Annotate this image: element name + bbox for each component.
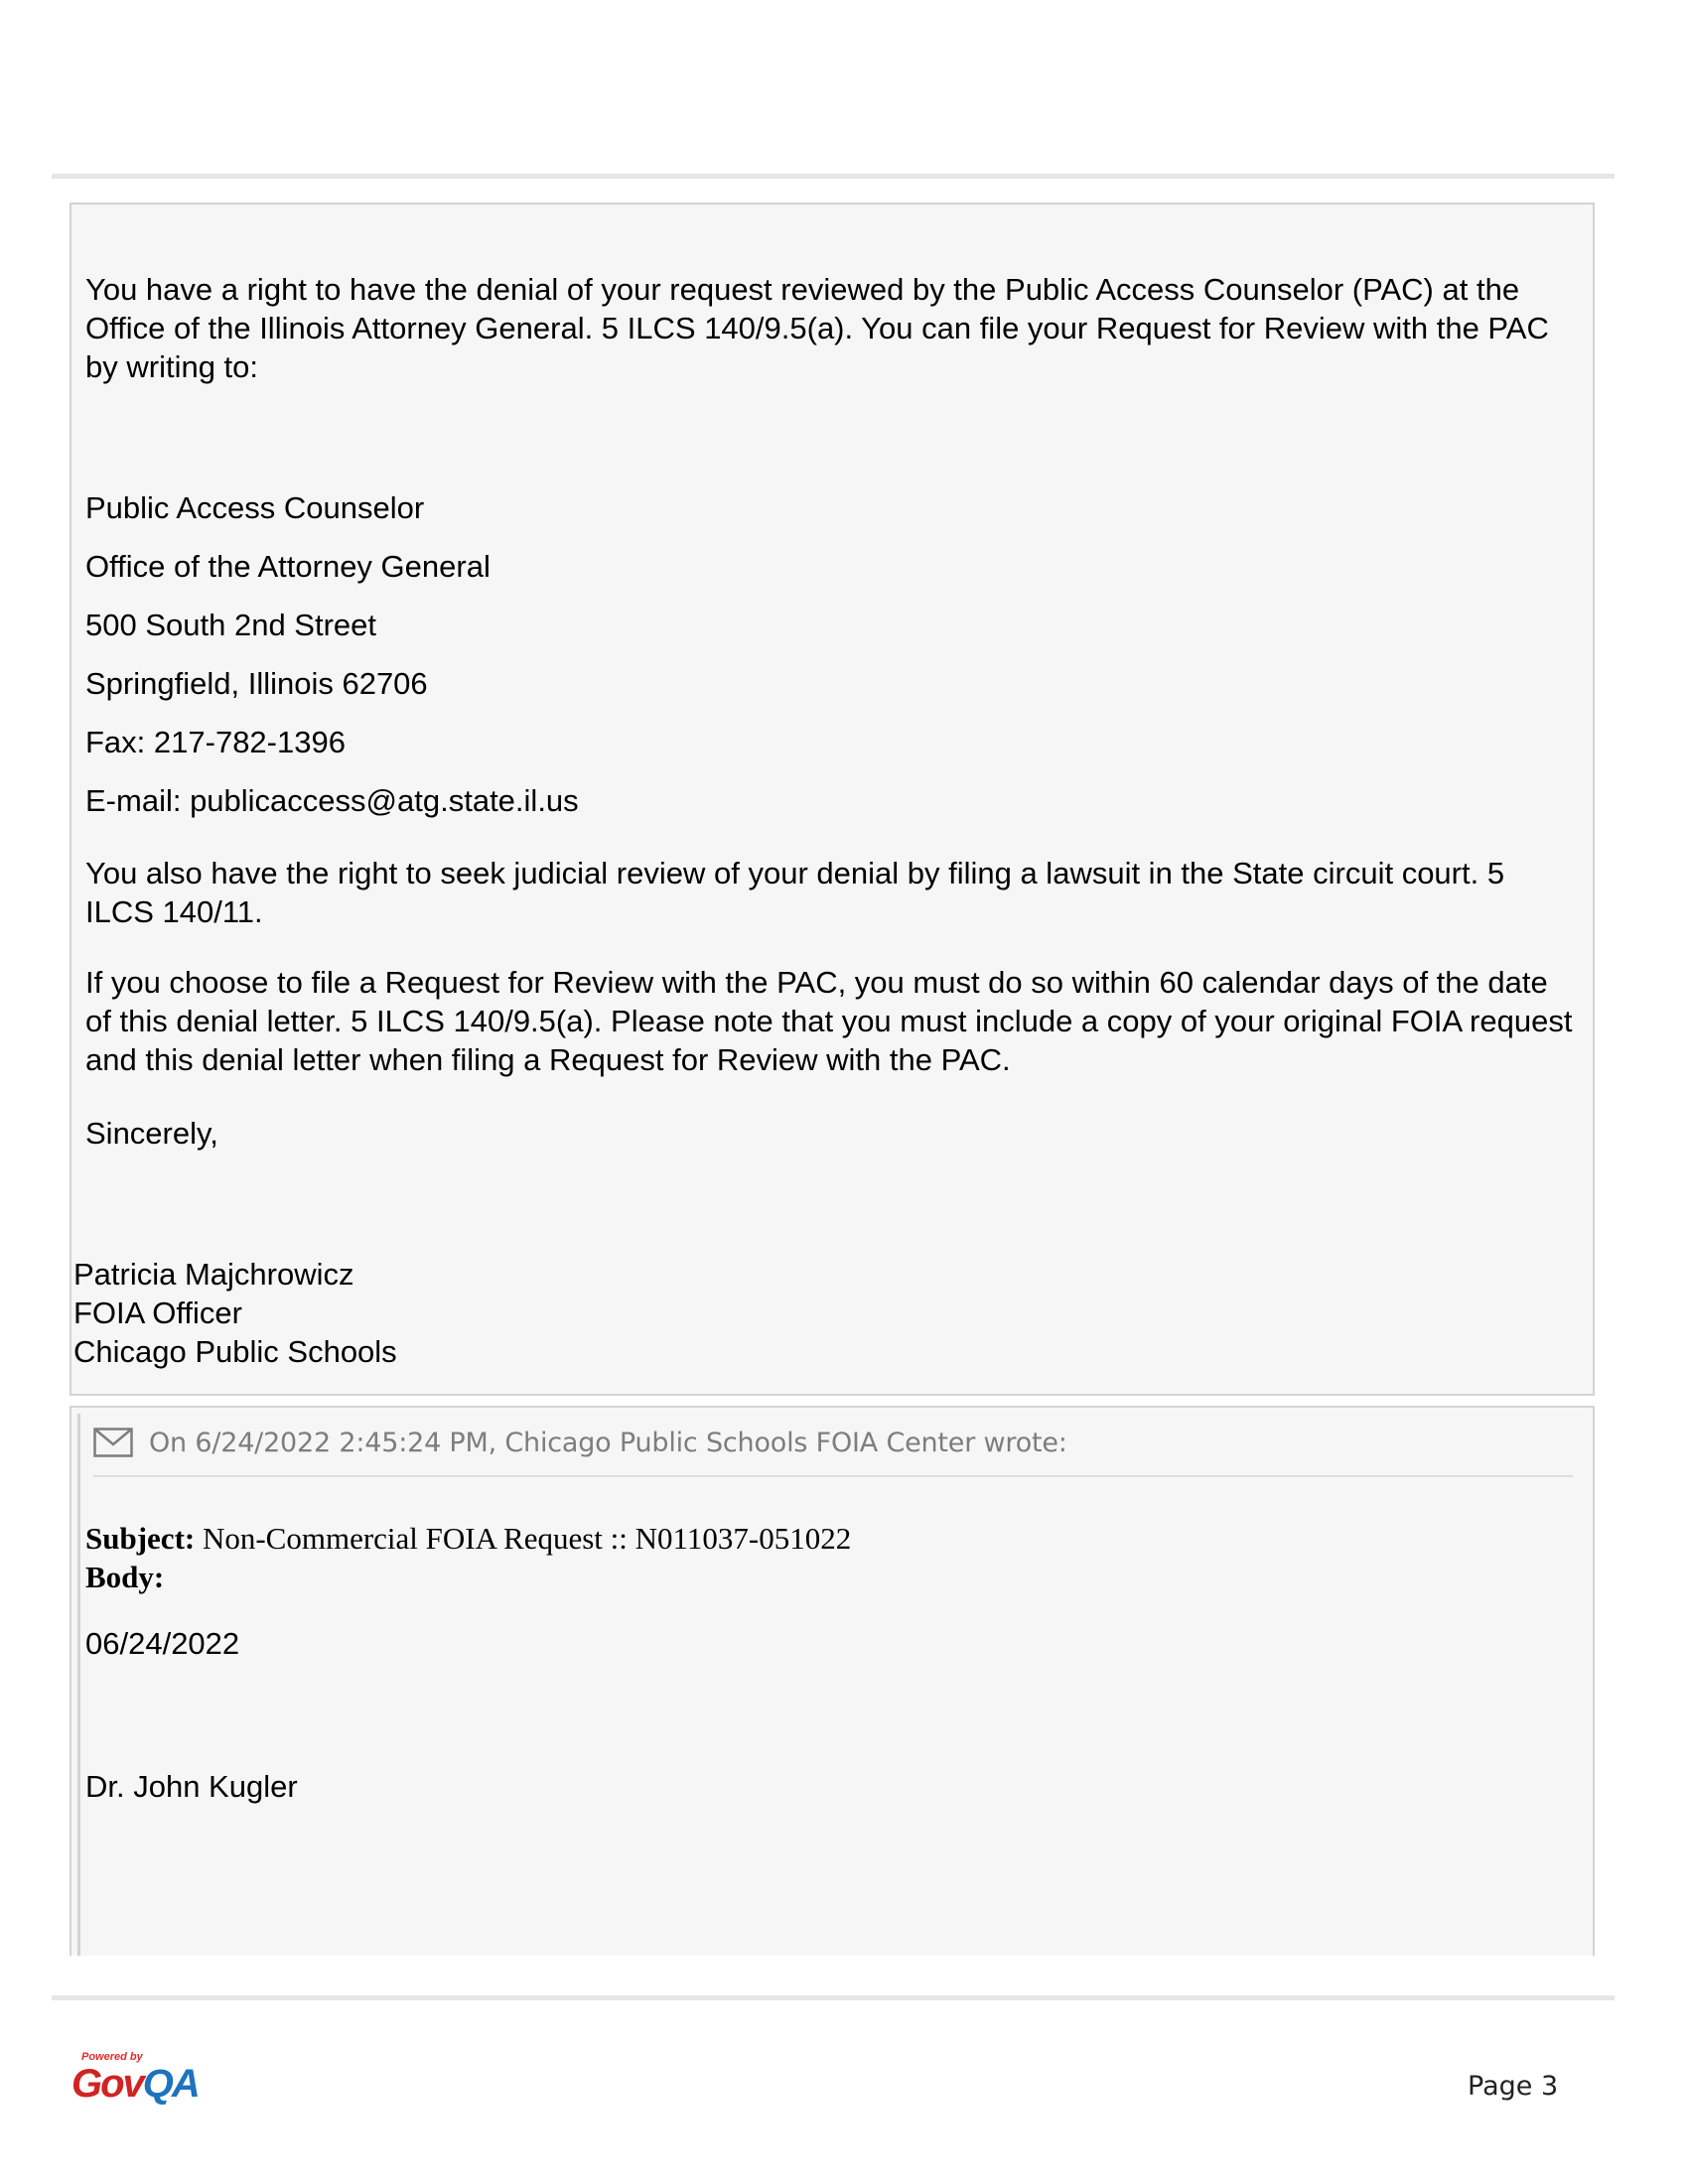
judicial-review-paragraph: You also have the right to seek judicial review of your denial by filing a lawsuit in the State circuit court. 5 ILCS 140/11. <box>85 856 1505 929</box>
email-body-label: Body: <box>85 1560 165 1594</box>
email-date: 06/24/2022 <box>85 1626 240 1661</box>
closing: Sincerely, <box>85 1116 218 1151</box>
address-line: Office of the Attorney General <box>85 549 491 584</box>
email-line: E-mail: publicaccess@atg.state.il.us <box>85 783 579 818</box>
bottom-divider <box>52 1995 1615 2000</box>
address-line: 500 South 2nd Street <box>85 608 377 642</box>
email-header-text: On 6/24/2022 2:45:24 PM, Chicago Public Schools FOIA Center wrote: <box>149 1428 1067 1458</box>
page-number: Page 3 <box>1468 2071 1559 2102</box>
top-divider <box>52 174 1615 179</box>
address-line: Public Access Counselor <box>85 490 425 525</box>
email-subject <box>85 1519 851 1558</box>
powered-by-text: Powered by <box>81 2051 143 2063</box>
govqa-logo: GovQA <box>71 2062 199 2106</box>
envelope-icon <box>93 1428 133 1457</box>
subject-value: Non-Commercial FOIA Request :: N011037-051022 <box>195 1521 852 1556</box>
signature-org: Chicago Public Schools <box>73 1334 397 1369</box>
signature-title: FOIA Officer <box>73 1296 242 1330</box>
email-header <box>93 1428 1573 1477</box>
subject-label: Subject: <box>85 1521 196 1556</box>
signature-name: Patricia Majchrowicz <box>73 1257 354 1292</box>
address-line: Springfield, Illinois 62706 <box>85 666 428 701</box>
fax-line: Fax: 217-782-1396 <box>85 725 346 759</box>
pac-intro-paragraph: You have a right to have the denial of your request reviewed by the Public Access Counselor (PAC) at the Office of the Illinois Attorney General. 5 ILCS 140/9.5(a). You can file your Request for Review with the PAC by writing to: <box>85 272 1549 384</box>
deadline-paragraph: If you choose to file a Request for Review with the PAC, you must do so within 60 calendar days of the date of this denial letter. 5 ILCS 140/9.5(a). Please note that you must include a copy of your original FOIA request and this denial letter when filing a Request for Review with the PAC. <box>85 965 1573 1077</box>
email-panel <box>70 1406 1595 1956</box>
email-addressee: Dr. John Kugler <box>85 1769 298 1804</box>
